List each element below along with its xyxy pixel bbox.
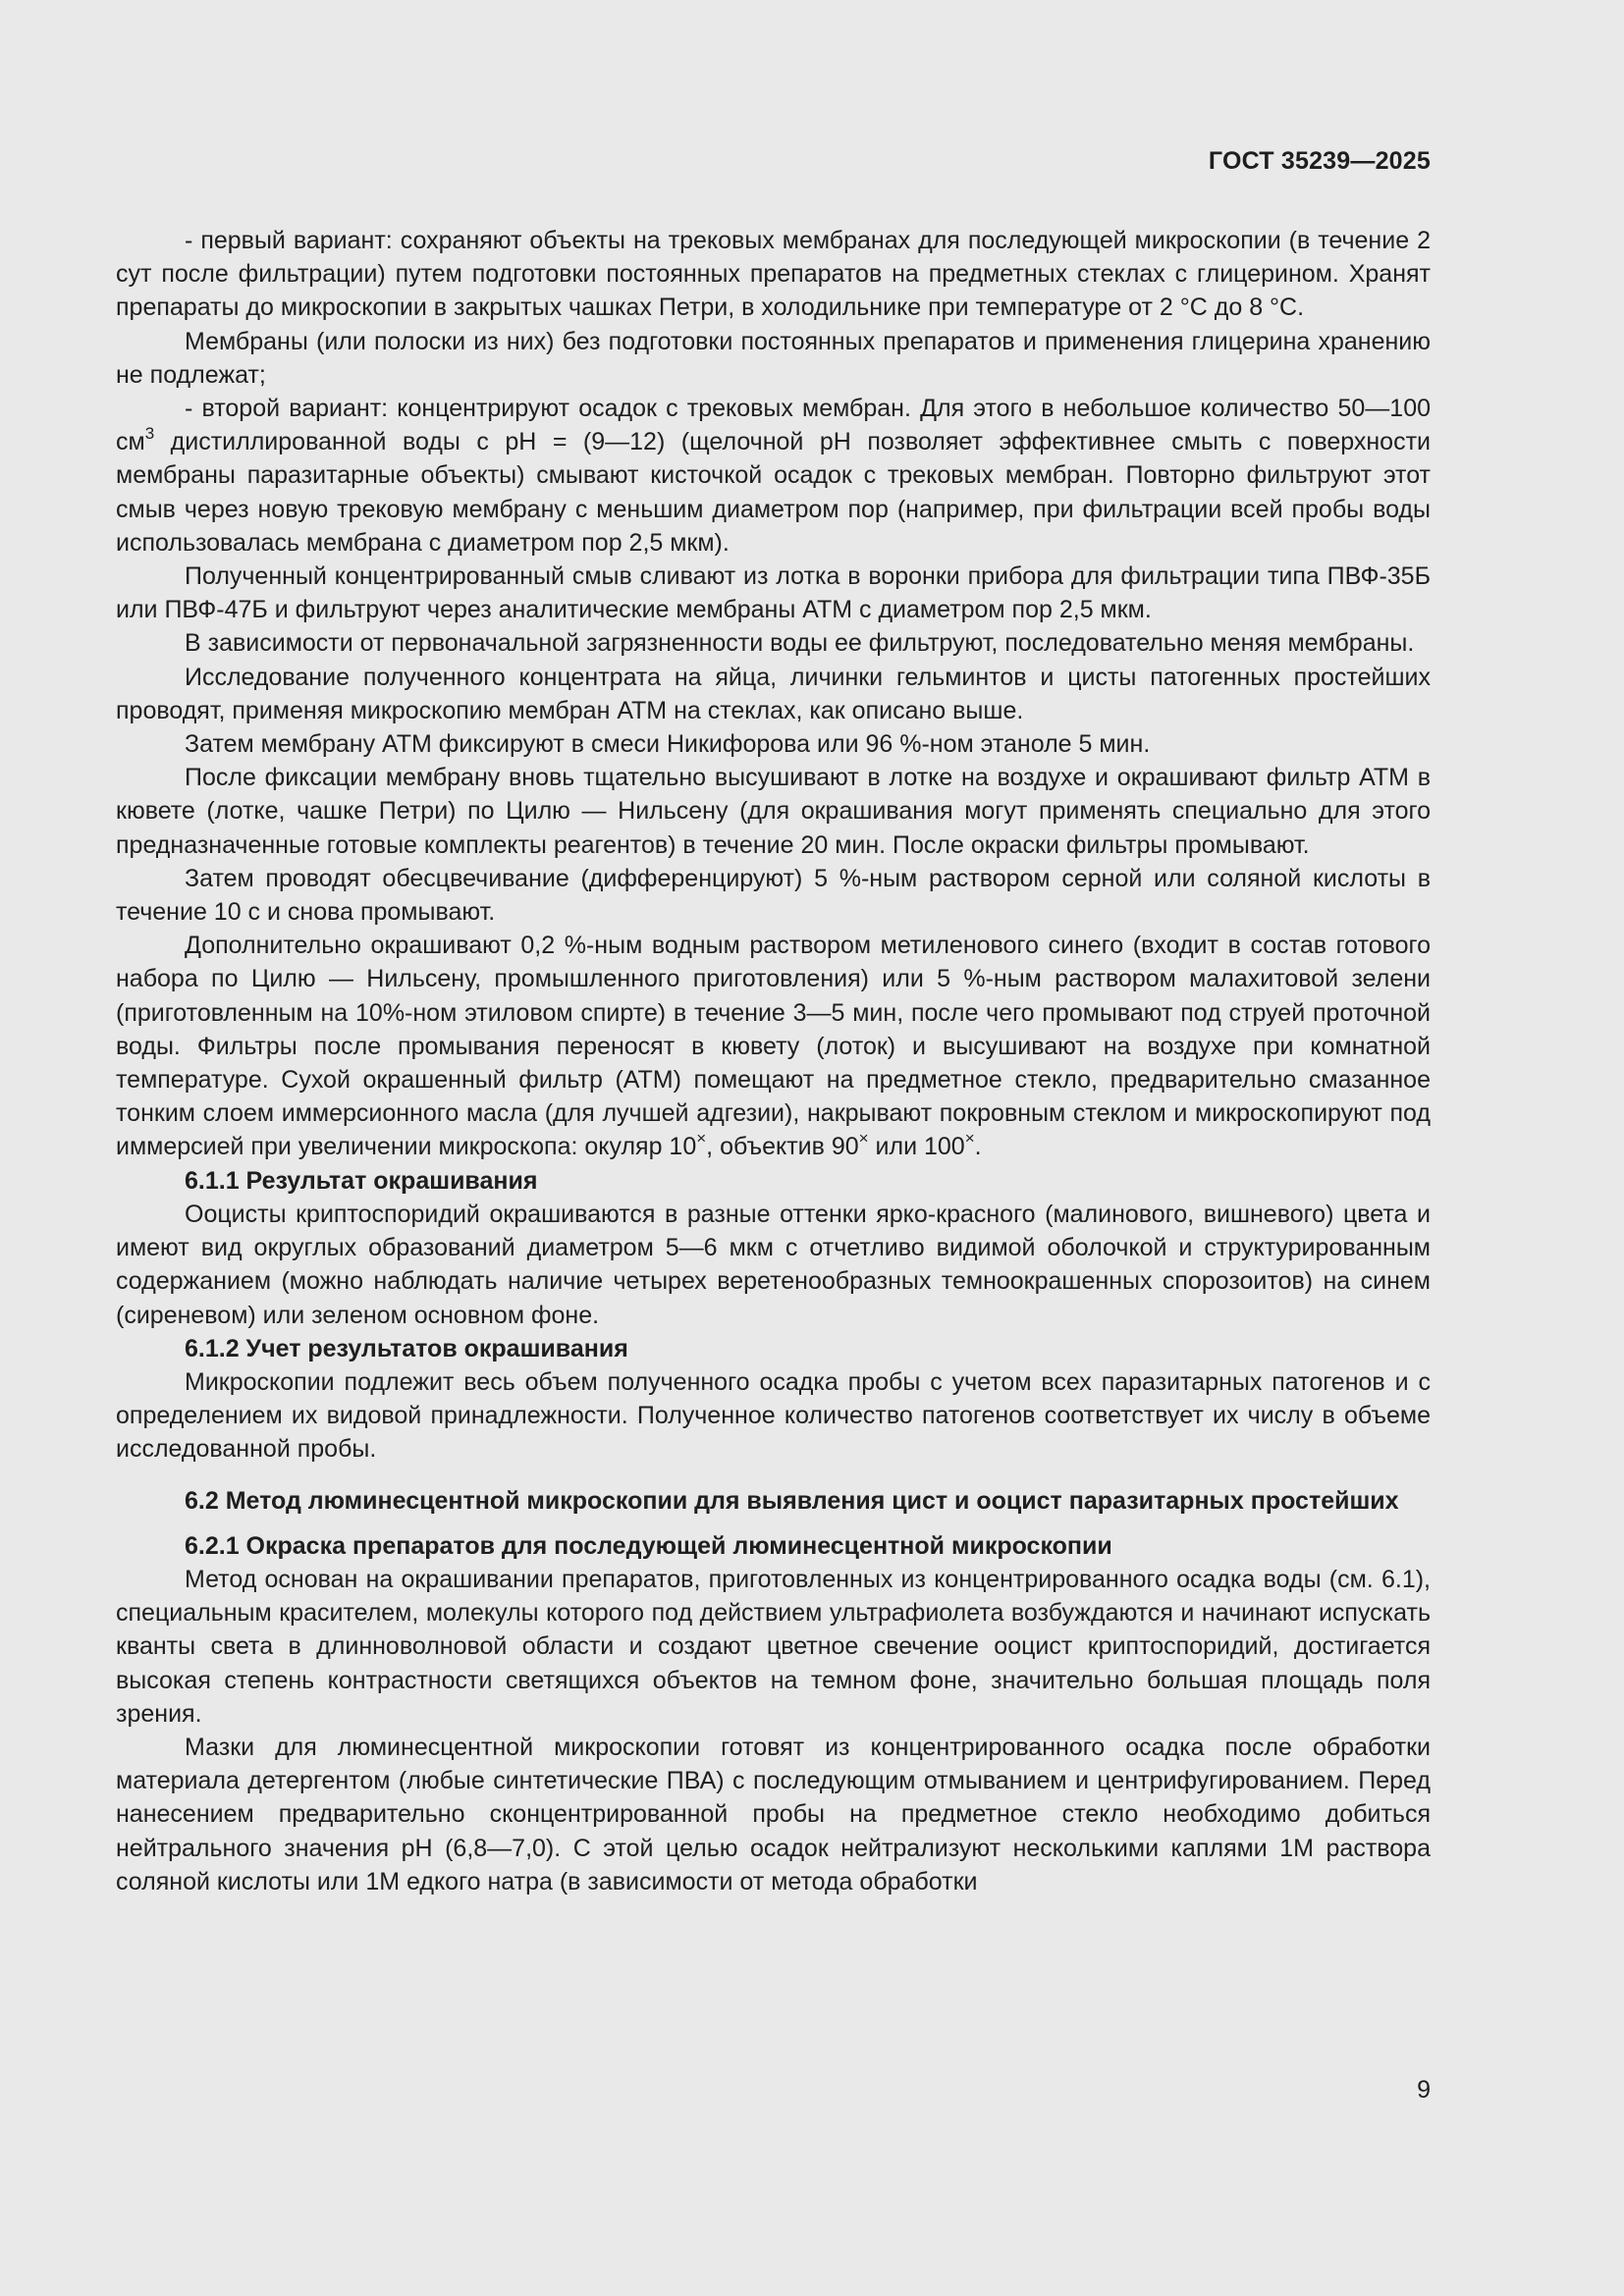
paragraph: Исследование полученного концентрата на яйца, личинки гельминтов и цисты патогенных простейших проводят, применяя микроскопию мембран АТМ на стеклах, как описано выше. xyxy=(116,663,1431,724)
paragraph: Ооцисты криптоспоридий окрашиваются в разные оттенки ярко-красного (малинового, вишневого) цвета и имеют вид округлых образований диаметром 5—6 мкм с отчетливо видимой оболочкой и структурированным содержанием (можно наблюдать наличие четырех веретенообразных темноокрашенных спорозоитов) на синем (сиреневом) или зеленом основном фоне. xyxy=(116,1200,1431,1329)
paragraph: - первый вариант: сохраняют объекты на трековых мембранах для последующей микроскопии (в течение 2 сут после фильтрации) путем подготовки постоянных препаратов на предметных стеклах с глицерином. Хранят препараты до микроскопии в закрытых чашках Петри, в холодильнике при температуре от 2 °С до 8 °С. xyxy=(116,227,1431,322)
section-heading-6-1-1: 6.1.1 Результат окрашивания xyxy=(185,1166,538,1195)
paragraph: В зависимости от первоначальной загрязненности воды ее фильтруют, последовательно меняя мембраны. xyxy=(185,629,1415,658)
paragraph: Метод основан на окрашивании препаратов, приготовленных из концентрированного осадка воды (см. 6.1), специальным красителем, молекулы которого под действием ультрафиолета возбуждаются и начинают испускать кванты света в длинноволновой области и создают цветное свечение ооцист криптоспоридий, достигается высокая степень контрастности светящихся объектов на темном фоне, значительно большая площадь поля зрения. xyxy=(116,1565,1431,1728)
paragraph: Дополнительно окрашивают 0,2 %-ным водным раствором метиленового синего (входит в состав готового набора по Цилю — Нильсену, промышленного приготовления) или 5 %-ным раствором малахитовой зелени (приготовленным на 10%-ном этиловом спирте) в течение 3—5 мин, после чего промывают под струей проточной воды. Фильтры после промывания переносят в кювету (лоток) и высушивают на воздухе при комнатной температуре. Сухой окрашенный фильтр (АТМ) помещают на предметное стекло, предварительно смазанное тонким слоем иммерсионного масла (для лучшей адгезии), накрывают покровным стеклом и микроскопируют под иммерсией при увеличении микроскопа: окуляр 10×, объектив 90× или 100×. xyxy=(116,932,1431,1161)
document-body xyxy=(116,224,1431,1898)
section-heading-6-2-1: 6.2.1 Окраска препаратов для последующей люминесцентной микроскопии xyxy=(185,1531,1112,1560)
paragraph: Полученный концентрированный смыв сливают из лотка в воронки прибора для фильтрации типа ПВФ-35Б или ПВФ-47Б и фильтруют через аналитические мембраны АТМ с диаметром пор 2,5 мкм. xyxy=(116,562,1431,624)
paragraph: После фиксации мембрану вновь тщательно высушивают в лотке на воздухе и окрашивают фильтр АТМ в кювете (лотке, чашке Петри) по Цилю — Нильсену (для окрашивания могут применять специально для этого предназначенные готовые комплекты реагентов) в течение 20 мин. После окраски фильтры промывают. xyxy=(116,764,1431,859)
paragraph: - второй вариант: концентрируют осадок с трековых мембран. Для этого в небольшое количество 50—100 $см^3$ дистиллированной воды с рН = (9—12) (щелочной рН позволяет эффективнее смыть с поверхности мембраны паразитарные объекты) смывают кисточкой осадок с трековых мембран. Повторно фильтруют этот смыв через новую трековую мембрану с меньшим диаметром пор (например, при фильтрации всей пробы воды использовалась мембрана с диаметром пор 2,5 мкм). xyxy=(116,395,1431,557)
section-heading-6-2: 6.2 Метод люминесцентной микроскопии для выявления цист и ооцист паразитарных простейших xyxy=(185,1486,1399,1515)
section-heading-6-1-2: 6.1.2 Учет результатов окрашивания xyxy=(185,1334,628,1362)
paragraph: Мембраны (или полоски из них) без подготовки постоянных препаратов и применения глицерина хранению не подлежат; xyxy=(116,327,1431,389)
paragraph: Затем мембрану АТМ фиксируют в смеси Никифорова или 96 %-ном этаноле 5 мин. xyxy=(185,730,1151,759)
document-id: ГОСТ 35239—2025 xyxy=(1208,147,1431,175)
page-number: 9 xyxy=(1417,2076,1431,2104)
paragraph: Мазки для люминесцентной микроскопии готовят из концентрированного осадка после обработки материала детергентом (любые синтетические ПВА) с последующим отмыванием и центрифугированием. Перед нанесением предварительно сконцентрированной пробы на предметное стекло необходимо добиться нейтрального значения рН (6,8—7,0). С этой целью осадок нейтрализуют несколькими каплями 1М раствора соляной кислоты или 1М едкого натра (в зависимости от метода обработки xyxy=(116,1733,1431,1896)
paragraph: Затем проводят обесцвечивание (дифференцируют) 5 %-ным раствором серной или соляной кислоты в течение 10 с и снова промывают. xyxy=(116,864,1431,927)
page-header xyxy=(1209,147,1431,176)
paragraph: Микроскопии подлежит весь объем полученного осадка пробы с учетом всех паразитарных патогенов и с определением их видовой принадлежности. Полученное количество патогенов соответствует их числу в объеме исследованной пробы. xyxy=(116,1367,1431,1464)
